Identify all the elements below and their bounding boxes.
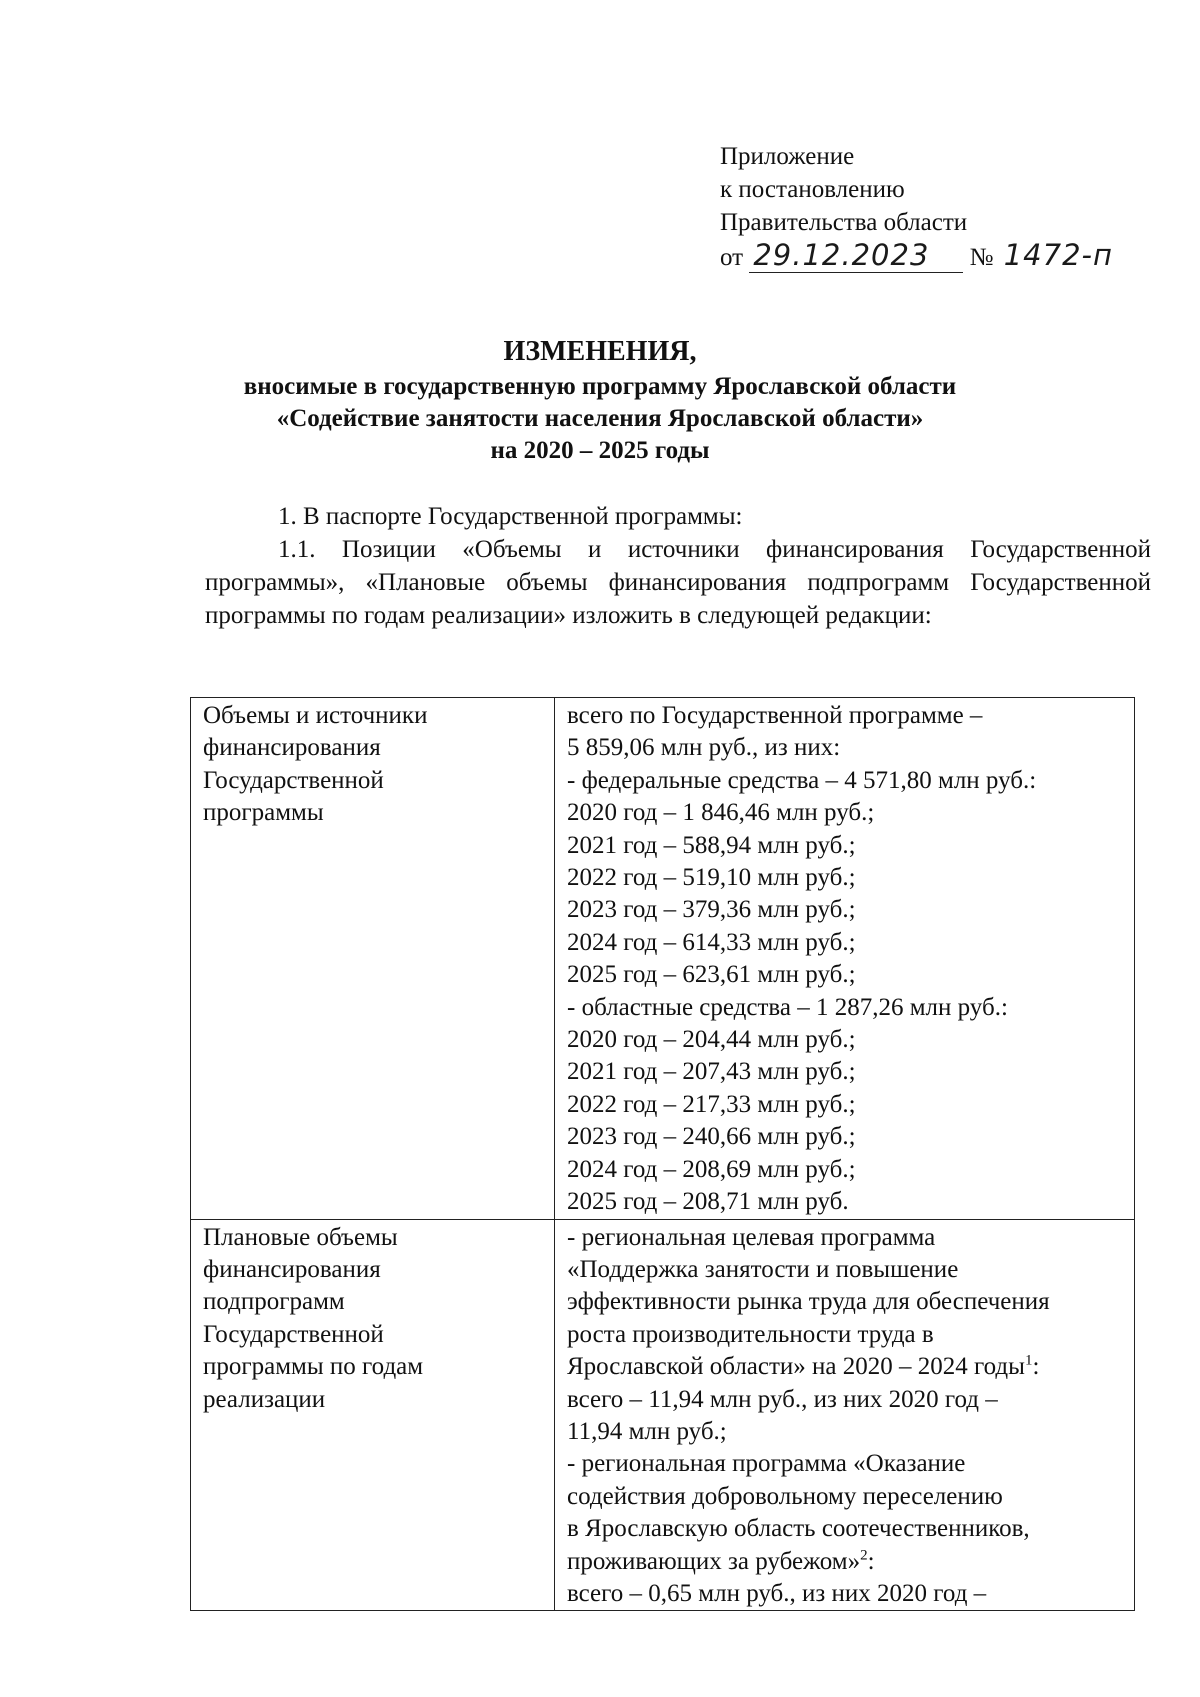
cell-line: - областные средства – 1 287,26 млн руб.: — [567, 993, 1008, 1021]
cell-line: Государственной — [203, 766, 384, 794]
document-title — [0, 335, 1200, 467]
appendix-line-2: к постановлению — [720, 176, 905, 203]
cell-text-tail: : — [867, 1547, 875, 1575]
cell-line: программы по годам — [203, 1353, 424, 1381]
cell-line-footnoted — [567, 1351, 1128, 1383]
handwritten-date: 29.12.2023 — [749, 239, 963, 273]
handwritten-number: 1472-п — [1003, 238, 1113, 272]
title-heading: ИЗМЕНЕНИЯ, — [503, 336, 697, 367]
cell-line: содействия добровольному переселению — [567, 1482, 1003, 1510]
cell-line: Объемы и источники — [203, 702, 428, 729]
table-cell-value — [555, 698, 1135, 1220]
cell-line: 2025 год – 623,61 млн руб.; — [567, 961, 856, 989]
appendix-block — [720, 140, 1144, 274]
appendix-line-3: Правительства области — [720, 209, 968, 236]
footnote-marker: 2 — [860, 1547, 868, 1564]
cell-line: 2025 год – 208,71 млн руб. — [567, 1188, 849, 1216]
title-line-3: «Содействие занятости населения Ярославской области» — [276, 405, 924, 432]
appendix-line-1: Приложение — [720, 143, 855, 170]
cell-line: 2020 год – 1 846,46 млн руб.; — [567, 799, 875, 827]
table-cell-value — [555, 1219, 1135, 1611]
cell-line: 2020 год – 204,44 млн руб.; — [567, 1026, 856, 1054]
cell-line: программы — [203, 799, 324, 827]
cell-line: роста производительности труда в — [567, 1320, 934, 1348]
cell-line: в Ярославскую область соотечественников, — [567, 1515, 1030, 1543]
cell-line: Плановые объемы — [203, 1223, 398, 1251]
cell-line: всего по Государственной программе – — [567, 702, 983, 729]
table-cell-label — [191, 1219, 555, 1611]
cell-line: - федеральные средства – 4 571,80 млн руб.: — [567, 766, 1037, 794]
cell-line: 2024 год – 208,69 млн руб.; — [567, 1155, 856, 1183]
footnote-marker: 1 — [1024, 1352, 1033, 1369]
cell-line-footnoted — [567, 1546, 1128, 1578]
cell-line: Государственной — [203, 1320, 384, 1348]
table-row — [191, 698, 1135, 1220]
paragraph-item-1: 1. В паспорте Государственной программы: — [278, 503, 743, 530]
cell-line: всего – 0,65 млн руб., из них 2020 год – — [567, 1579, 987, 1607]
cell-line: 2023 год – 240,66 млн руб.; — [567, 1123, 856, 1151]
table-row — [191, 1219, 1135, 1611]
cell-line: эффективности рынка труда для обеспечения — [567, 1288, 1050, 1316]
date-prefix: от — [720, 244, 744, 271]
cell-line: - региональная программа «Оказание — [567, 1450, 966, 1478]
cell-line: подпрограмм — [203, 1288, 345, 1316]
cell-line: 2021 год – 207,43 млн руб.; — [567, 1058, 856, 1086]
cell-line: 2022 год – 519,10 млн руб.; — [567, 864, 856, 892]
cell-line: всего – 11,94 млн руб., из них 2020 год – — [567, 1385, 998, 1413]
financing-table — [190, 697, 1135, 1611]
title-line-4: на 2020 – 2025 годы — [490, 437, 710, 464]
cell-text-tail: : — [1032, 1353, 1040, 1381]
appendix-date-number-row — [720, 239, 1144, 274]
cell-line: 2021 год – 588,94 млн руб.; — [567, 831, 856, 859]
cell-line: 2022 год – 217,33 млн руб.; — [567, 1090, 856, 1118]
paragraph-item-1-1: 1.1. Позиции «Объемы и источники финансирования Государственной программы», «Плановые объемы финансирования подпрограмм Государственной программы по годам реализации» изложить в следующей редакции: — [205, 536, 1151, 629]
cell-text: Ярославской области» на 2020 – 2024 годы — [567, 1353, 1025, 1381]
cell-line: 11,94 млн руб.; — [567, 1417, 727, 1445]
title-line-2: вносимые в государственную программу Ярославской области — [243, 373, 957, 400]
cell-line: финансирования — [203, 1255, 381, 1283]
cell-line: 5 859,06 млн руб., из них: — [567, 734, 841, 762]
cell-line: - региональная целевая программа — [567, 1223, 936, 1251]
cell-line: 2024 год – 614,33 млн руб.; — [567, 928, 856, 956]
cell-line: финансирования — [203, 734, 381, 762]
cell-text: проживающих за рубежом» — [567, 1547, 861, 1575]
cell-line: «Поддержка занятости и повышение — [567, 1255, 959, 1283]
cell-line: 2023 год – 379,36 млн руб.; — [567, 896, 856, 924]
cell-line: реализации — [203, 1385, 326, 1413]
number-prefix: № — [969, 244, 994, 271]
table-cell-label — [191, 698, 555, 1220]
